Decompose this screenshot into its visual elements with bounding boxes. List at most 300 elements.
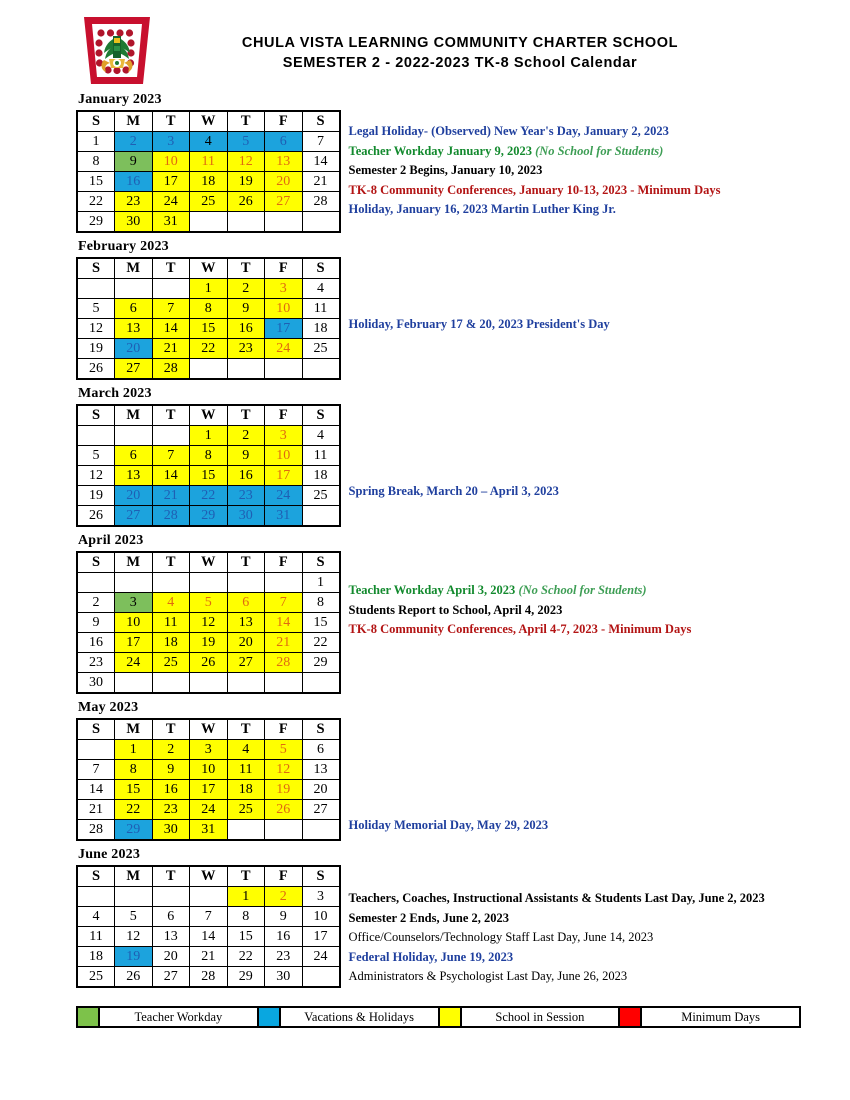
day-cell-june-28[interactable]: 28 <box>190 967 228 988</box>
day-cell-june-17[interactable]: 17 <box>302 927 340 947</box>
month-row-may <box>76 718 850 841</box>
day-cell-april-22[interactable]: 22 <box>302 633 340 653</box>
day-cell-january-20[interactable]: 20 <box>265 172 303 192</box>
day-cell-empty <box>77 573 115 593</box>
day-cell-february-21[interactable]: 21 <box>152 339 190 359</box>
day-cell-february-24[interactable]: 24 <box>265 339 303 359</box>
day-cell-march-25[interactable]: 25 <box>302 486 340 506</box>
day-cell-june-21[interactable]: 21 <box>190 947 228 967</box>
weekday-header-row <box>77 405 340 426</box>
weekday-header-5: F <box>265 552 303 573</box>
day-cell-january-24[interactable]: 24 <box>152 192 190 212</box>
day-cell-june-29[interactable]: 29 <box>227 967 265 988</box>
day-cell-january-28[interactable]: 28 <box>302 192 340 212</box>
day-cell-june-25[interactable]: 25 <box>77 967 115 988</box>
note-text: TK-8 Community Conferences, January 10-13, 2023 - Minimum Days <box>348 182 721 197</box>
day-cell-april-11[interactable]: 11 <box>152 613 190 633</box>
day-cell-march-31[interactable]: 31 <box>265 506 303 527</box>
day-cell-january-25[interactable]: 25 <box>190 192 228 212</box>
day-cell-february-13[interactable]: 13 <box>115 319 153 339</box>
week-row <box>77 212 340 233</box>
day-cell-june-22[interactable]: 22 <box>227 947 265 967</box>
day-cell-may-4[interactable]: 4 <box>227 740 265 760</box>
month-block-april <box>0 533 850 694</box>
month-row-january <box>76 110 850 233</box>
day-cell-june-23[interactable]: 23 <box>265 947 303 967</box>
day-cell-june-13[interactable]: 13 <box>152 927 190 947</box>
day-cell-april-19[interactable]: 19 <box>190 633 228 653</box>
day-cell-april-21[interactable]: 21 <box>265 633 303 653</box>
day-cell-may-1[interactable]: 1 <box>115 740 153 760</box>
day-cell-april-10[interactable]: 10 <box>115 613 153 633</box>
day-cell-april-18[interactable]: 18 <box>152 633 190 653</box>
day-cell-may-15[interactable]: 15 <box>115 780 153 800</box>
day-cell-january-2[interactable]: 2 <box>115 132 153 152</box>
week-row <box>77 673 340 694</box>
weekday-header-0: S <box>77 552 115 573</box>
notes-list-may <box>349 718 769 836</box>
note-text: Semester 2 Begins, January 10, 2023 <box>348 163 543 178</box>
weekday-header-1: M <box>115 719 153 740</box>
day-cell-june-2[interactable]: 2 <box>265 887 303 907</box>
day-cell-january-11[interactable]: 11 <box>190 152 228 172</box>
day-cell-february-18[interactable]: 18 <box>302 319 340 339</box>
weekday-header-2: T <box>152 111 190 132</box>
day-cell-may-29[interactable]: 29 <box>115 820 153 841</box>
day-cell-february-10[interactable]: 10 <box>265 299 303 319</box>
day-cell-march-23[interactable]: 23 <box>227 486 265 506</box>
day-cell-empty <box>190 212 228 233</box>
day-cell-empty <box>265 359 303 380</box>
weekday-header-5: F <box>265 719 303 740</box>
day-cell-empty <box>152 573 190 593</box>
day-cell-february-9[interactable]: 9 <box>227 299 265 319</box>
day-cell-january-4[interactable]: 4 <box>190 132 228 152</box>
day-cell-march-2[interactable]: 2 <box>227 426 265 446</box>
day-cell-february-7[interactable]: 7 <box>152 299 190 319</box>
day-cell-january-7[interactable]: 7 <box>302 132 340 152</box>
day-cell-january-8[interactable]: 8 <box>77 152 115 172</box>
weekday-header-6: S <box>302 719 340 740</box>
day-cell-may-7[interactable]: 7 <box>77 760 115 780</box>
legend-label-3: Minimum Days <box>681 1009 761 1024</box>
week-row <box>77 426 340 446</box>
day-cell-march-7[interactable]: 7 <box>152 446 190 466</box>
day-cell-june-15[interactable]: 15 <box>227 927 265 947</box>
notes-list-march <box>349 404 769 502</box>
day-cell-march-5[interactable]: 5 <box>77 446 115 466</box>
day-cell-empty <box>265 573 303 593</box>
day-cell-march-19[interactable]: 19 <box>77 486 115 506</box>
month-block-june <box>0 847 850 988</box>
day-cell-march-4[interactable]: 4 <box>302 426 340 446</box>
notes-list-april <box>349 551 769 640</box>
day-cell-february-16[interactable]: 16 <box>227 319 265 339</box>
day-cell-february-4[interactable]: 4 <box>302 279 340 299</box>
week-row <box>77 760 340 780</box>
day-cell-february-28[interactable]: 28 <box>152 359 190 380</box>
day-cell-may-30[interactable]: 30 <box>152 820 190 841</box>
day-cell-january-22[interactable]: 22 <box>77 192 115 212</box>
week-row <box>77 172 340 192</box>
note-text: Teacher Workday April 3, 2023 <box>348 583 519 597</box>
day-cell-february-17[interactable]: 17 <box>265 319 303 339</box>
week-row <box>77 486 340 506</box>
day-cell-may-9[interactable]: 9 <box>152 760 190 780</box>
day-cell-may-16[interactable]: 16 <box>152 780 190 800</box>
day-cell-april-23[interactable]: 23 <box>77 653 115 673</box>
day-cell-april-1[interactable]: 1 <box>302 573 340 593</box>
day-cell-march-17[interactable]: 17 <box>265 466 303 486</box>
day-cell-february-23[interactable]: 23 <box>227 339 265 359</box>
note-text: Legal Holiday- (Observed) New Year's Day, January 2, 2023 <box>348 124 669 138</box>
day-cell-may-12[interactable]: 12 <box>265 760 303 780</box>
day-cell-january-23[interactable]: 23 <box>115 192 153 212</box>
day-cell-march-24[interactable]: 24 <box>265 486 303 506</box>
day-cell-june-18[interactable]: 18 <box>77 947 115 967</box>
day-cell-april-20[interactable]: 20 <box>227 633 265 653</box>
day-cell-january-1[interactable]: 1 <box>77 132 115 152</box>
day-cell-march-13[interactable]: 13 <box>115 466 153 486</box>
note-text: Teachers, Coaches, Instructional Assistants & Students Last Day, June 2, 2023 <box>348 891 765 905</box>
month-title-june: June 2023 <box>78 847 141 862</box>
day-cell-empty <box>190 573 228 593</box>
note-june-4 <box>349 967 769 987</box>
note-text: Students Report to School, April 4, 2023 <box>348 602 563 617</box>
day-cell-january-21[interactable]: 21 <box>302 172 340 192</box>
day-cell-empty <box>190 673 228 694</box>
note-april-0 <box>349 581 769 601</box>
day-cell-may-31[interactable]: 31 <box>190 820 228 841</box>
legend-color-swatch-2 <box>440 1008 462 1026</box>
day-cell-april-17[interactable]: 17 <box>115 633 153 653</box>
day-cell-march-9[interactable]: 9 <box>227 446 265 466</box>
day-cell-empty <box>227 212 265 233</box>
day-cell-june-12[interactable]: 12 <box>115 927 153 947</box>
day-cell-april-24[interactable]: 24 <box>115 653 153 673</box>
month-row-march <box>76 404 850 527</box>
week-row <box>77 279 340 299</box>
day-cell-may-21[interactable]: 21 <box>77 800 115 820</box>
day-cell-may-10[interactable]: 10 <box>190 760 228 780</box>
month-title-february: February 2023 <box>78 239 169 254</box>
week-row <box>77 359 340 380</box>
week-row <box>77 299 340 319</box>
note-march-0 <box>349 482 769 502</box>
day-cell-march-11[interactable]: 11 <box>302 446 340 466</box>
day-cell-june-5[interactable]: 5 <box>115 907 153 927</box>
day-cell-empty <box>77 426 115 446</box>
day-cell-march-21[interactable]: 21 <box>152 486 190 506</box>
weekday-header-1: M <box>115 866 153 887</box>
day-cell-empty <box>115 426 153 446</box>
day-cell-may-11[interactable]: 11 <box>227 760 265 780</box>
day-cell-march-18[interactable]: 18 <box>302 466 340 486</box>
day-cell-june-6[interactable]: 6 <box>152 907 190 927</box>
day-cell-april-28[interactable]: 28 <box>265 653 303 673</box>
legend-item-1 <box>259 1008 440 1026</box>
day-cell-january-17[interactable]: 17 <box>152 172 190 192</box>
day-cell-february-22[interactable]: 22 <box>190 339 228 359</box>
day-cell-march-14[interactable]: 14 <box>152 466 190 486</box>
cvlcc-aztec-crest-logo <box>80 14 154 88</box>
day-cell-june-24[interactable]: 24 <box>302 947 340 967</box>
day-cell-may-6[interactable]: 6 <box>302 740 340 760</box>
week-row <box>77 927 340 947</box>
day-cell-january-27[interactable]: 27 <box>265 192 303 212</box>
day-cell-april-14[interactable]: 14 <box>265 613 303 633</box>
month-block-march <box>0 386 850 527</box>
day-cell-may-26[interactable]: 26 <box>265 800 303 820</box>
note-text: Spring Break, March 20 – April 3, 2023 <box>348 484 559 498</box>
day-cell-empty <box>302 212 340 233</box>
weekday-header-3: W <box>190 552 228 573</box>
weekday-header-0: S <box>77 405 115 426</box>
day-cell-january-31[interactable]: 31 <box>152 212 190 233</box>
day-cell-empty <box>190 359 228 380</box>
note-january-2 <box>349 161 769 181</box>
day-cell-june-9[interactable]: 9 <box>265 907 303 927</box>
week-row <box>77 633 340 653</box>
day-cell-april-27[interactable]: 27 <box>227 653 265 673</box>
note-text: Teacher Workday January 9, 2023 <box>348 143 536 158</box>
page-header <box>0 0 850 92</box>
weekday-header-2: T <box>152 258 190 279</box>
note-parenthetical: (No School for Students) <box>518 583 647 597</box>
day-cell-april-12[interactable]: 12 <box>190 613 228 633</box>
day-cell-january-3[interactable]: 3 <box>152 132 190 152</box>
week-row <box>77 740 340 760</box>
day-cell-may-20[interactable]: 20 <box>302 780 340 800</box>
day-cell-april-30[interactable]: 30 <box>77 673 115 694</box>
day-cell-june-26[interactable]: 26 <box>115 967 153 988</box>
day-cell-january-5[interactable]: 5 <box>227 132 265 152</box>
week-row <box>77 887 340 907</box>
day-cell-april-16[interactable]: 16 <box>77 633 115 653</box>
day-cell-june-10[interactable]: 10 <box>302 907 340 927</box>
weekday-header-3: W <box>190 866 228 887</box>
day-cell-june-4[interactable]: 4 <box>77 907 115 927</box>
note-parenthetical: (No School for Students) <box>535 143 664 158</box>
day-cell-february-14[interactable]: 14 <box>152 319 190 339</box>
day-cell-empty <box>115 573 153 593</box>
note-january-0 <box>349 122 769 142</box>
note-text: Federal Holiday, June 19, 2023 <box>348 949 514 964</box>
weekday-header-0: S <box>77 111 115 132</box>
day-cell-may-24[interactable]: 24 <box>190 800 228 820</box>
day-cell-january-15[interactable]: 15 <box>77 172 115 192</box>
day-cell-empty <box>190 887 228 907</box>
day-cell-march-22[interactable]: 22 <box>190 486 228 506</box>
day-cell-march-10[interactable]: 10 <box>265 446 303 466</box>
note-june-1 <box>349 909 769 929</box>
legend-label-1: Vacations & Holidays <box>304 1009 414 1024</box>
day-cell-february-27[interactable]: 27 <box>115 359 153 380</box>
day-cell-may-13[interactable]: 13 <box>302 760 340 780</box>
day-cell-may-23[interactable]: 23 <box>152 800 190 820</box>
day-cell-february-8[interactable]: 8 <box>190 299 228 319</box>
day-cell-march-26[interactable]: 26 <box>77 506 115 527</box>
day-cell-april-26[interactable]: 26 <box>190 653 228 673</box>
day-cell-april-3[interactable]: 3 <box>115 593 153 613</box>
day-cell-april-25[interactable]: 25 <box>152 653 190 673</box>
day-cell-february-5[interactable]: 5 <box>77 299 115 319</box>
legend-color-swatch-0 <box>78 1008 100 1026</box>
day-cell-may-17[interactable]: 17 <box>190 780 228 800</box>
day-cell-january-16[interactable]: 16 <box>115 172 153 192</box>
weekday-header-2: T <box>152 405 190 426</box>
day-cell-march-27[interactable]: 27 <box>115 506 153 527</box>
month-block-may <box>0 700 850 841</box>
week-row <box>77 820 340 841</box>
day-cell-march-20[interactable]: 20 <box>115 486 153 506</box>
day-cell-march-12[interactable]: 12 <box>77 466 115 486</box>
day-cell-january-10[interactable]: 10 <box>152 152 190 172</box>
weekday-header-6: S <box>302 552 340 573</box>
day-cell-june-16[interactable]: 16 <box>265 927 303 947</box>
day-cell-april-13[interactable]: 13 <box>227 613 265 633</box>
day-cell-june-20[interactable]: 20 <box>152 947 190 967</box>
month-title-january: January 2023 <box>78 92 162 107</box>
legend-color-swatch-1 <box>259 1008 281 1026</box>
logo-container <box>80 14 190 88</box>
day-cell-february-19[interactable]: 19 <box>77 339 115 359</box>
calendar-grid-april <box>76 551 341 694</box>
weekday-header-6: S <box>302 258 340 279</box>
week-row <box>77 132 340 152</box>
day-cell-february-2[interactable]: 2 <box>227 279 265 299</box>
day-cell-february-3[interactable]: 3 <box>265 279 303 299</box>
day-cell-june-1[interactable]: 1 <box>227 887 265 907</box>
weekday-header-4: T <box>227 866 265 887</box>
notes-list-january <box>349 110 769 220</box>
weekday-header-5: F <box>265 405 303 426</box>
day-cell-january-14[interactable]: 14 <box>302 152 340 172</box>
notes-list-june <box>349 865 769 987</box>
week-row <box>77 573 340 593</box>
day-cell-march-8[interactable]: 8 <box>190 446 228 466</box>
weekday-header-4: T <box>227 719 265 740</box>
day-cell-june-27[interactable]: 27 <box>152 967 190 988</box>
month-row-april <box>76 551 850 694</box>
day-cell-may-14[interactable]: 14 <box>77 780 115 800</box>
week-row <box>77 780 340 800</box>
weekday-header-1: M <box>115 405 153 426</box>
day-cell-january-26[interactable]: 26 <box>227 192 265 212</box>
day-cell-february-20[interactable]: 20 <box>115 339 153 359</box>
day-cell-may-8[interactable]: 8 <box>115 760 153 780</box>
day-cell-march-28[interactable]: 28 <box>152 506 190 527</box>
day-cell-empty <box>152 887 190 907</box>
weekday-header-1: M <box>115 552 153 573</box>
note-text: Holiday, February 17 & 20, 2023 President's Day <box>348 317 610 331</box>
day-cell-january-12[interactable]: 12 <box>227 152 265 172</box>
day-cell-january-13[interactable]: 13 <box>265 152 303 172</box>
weekday-header-6: S <box>302 111 340 132</box>
day-cell-january-29[interactable]: 29 <box>77 212 115 233</box>
day-cell-march-6[interactable]: 6 <box>115 446 153 466</box>
day-cell-february-12[interactable]: 12 <box>77 319 115 339</box>
day-cell-march-3[interactable]: 3 <box>265 426 303 446</box>
weekday-header-6: S <box>302 866 340 887</box>
day-cell-april-15[interactable]: 15 <box>302 613 340 633</box>
weekday-header-2: T <box>152 866 190 887</box>
day-cell-january-6[interactable]: 6 <box>265 132 303 152</box>
day-cell-april-2[interactable]: 2 <box>77 593 115 613</box>
day-cell-april-4[interactable]: 4 <box>152 593 190 613</box>
day-cell-june-30[interactable]: 30 <box>265 967 303 988</box>
day-cell-march-29[interactable]: 29 <box>190 506 228 527</box>
day-cell-february-15[interactable]: 15 <box>190 319 228 339</box>
day-cell-may-18[interactable]: 18 <box>227 780 265 800</box>
day-cell-empty <box>115 887 153 907</box>
day-cell-february-11[interactable]: 11 <box>302 299 340 319</box>
day-cell-january-9[interactable]: 9 <box>115 152 153 172</box>
day-cell-may-28[interactable]: 28 <box>77 820 115 841</box>
note-text: Administrators & Psychologist Last Day, June 26, 2023 <box>348 969 628 984</box>
day-cell-march-15[interactable]: 15 <box>190 466 228 486</box>
day-cell-june-14[interactable]: 14 <box>190 927 228 947</box>
legend-item-3 <box>620 1008 799 1026</box>
note-april-1 <box>349 601 769 621</box>
day-cell-april-29[interactable]: 29 <box>302 653 340 673</box>
day-cell-june-8[interactable]: 8 <box>227 907 265 927</box>
day-cell-april-8[interactable]: 8 <box>302 593 340 613</box>
weekday-header-4: T <box>227 405 265 426</box>
day-cell-april-5[interactable]: 5 <box>190 593 228 613</box>
note-june-0 <box>349 889 769 909</box>
day-cell-march-1[interactable]: 1 <box>190 426 228 446</box>
week-row <box>77 339 340 359</box>
weekday-header-0: S <box>77 866 115 887</box>
day-cell-june-11[interactable]: 11 <box>77 927 115 947</box>
day-cell-april-6[interactable]: 6 <box>227 593 265 613</box>
day-cell-january-30[interactable]: 30 <box>115 212 153 233</box>
weekday-header-2: T <box>152 552 190 573</box>
day-cell-may-22[interactable]: 22 <box>115 800 153 820</box>
note-text: Semester 2 Ends, June 2, 2023 <box>348 910 510 925</box>
week-row <box>77 967 340 988</box>
day-cell-may-27[interactable]: 27 <box>302 800 340 820</box>
day-cell-february-6[interactable]: 6 <box>115 299 153 319</box>
day-cell-january-18[interactable]: 18 <box>190 172 228 192</box>
day-cell-may-3[interactable]: 3 <box>190 740 228 760</box>
day-cell-june-3[interactable]: 3 <box>302 887 340 907</box>
day-cell-march-30[interactable]: 30 <box>227 506 265 527</box>
day-cell-april-7[interactable]: 7 <box>265 593 303 613</box>
day-cell-february-25[interactable]: 25 <box>302 339 340 359</box>
week-row <box>77 152 340 172</box>
day-cell-may-19[interactable]: 19 <box>265 780 303 800</box>
day-cell-june-7[interactable]: 7 <box>190 907 228 927</box>
day-cell-june-19[interactable]: 19 <box>115 947 153 967</box>
week-row <box>77 653 340 673</box>
calendar-grid-march <box>76 404 341 527</box>
day-cell-april-9[interactable]: 9 <box>77 613 115 633</box>
day-cell-empty <box>265 212 303 233</box>
note-june-3 <box>349 948 769 968</box>
note-june-2 <box>349 928 769 948</box>
day-cell-february-26[interactable]: 26 <box>77 359 115 380</box>
calendar-grid-june <box>76 865 341 988</box>
week-row <box>77 446 340 466</box>
day-cell-may-5[interactable]: 5 <box>265 740 303 760</box>
day-cell-may-25[interactable]: 25 <box>227 800 265 820</box>
day-cell-february-1[interactable]: 1 <box>190 279 228 299</box>
day-cell-may-2[interactable]: 2 <box>152 740 190 760</box>
day-cell-march-16[interactable]: 16 <box>227 466 265 486</box>
day-cell-january-19[interactable]: 19 <box>227 172 265 192</box>
